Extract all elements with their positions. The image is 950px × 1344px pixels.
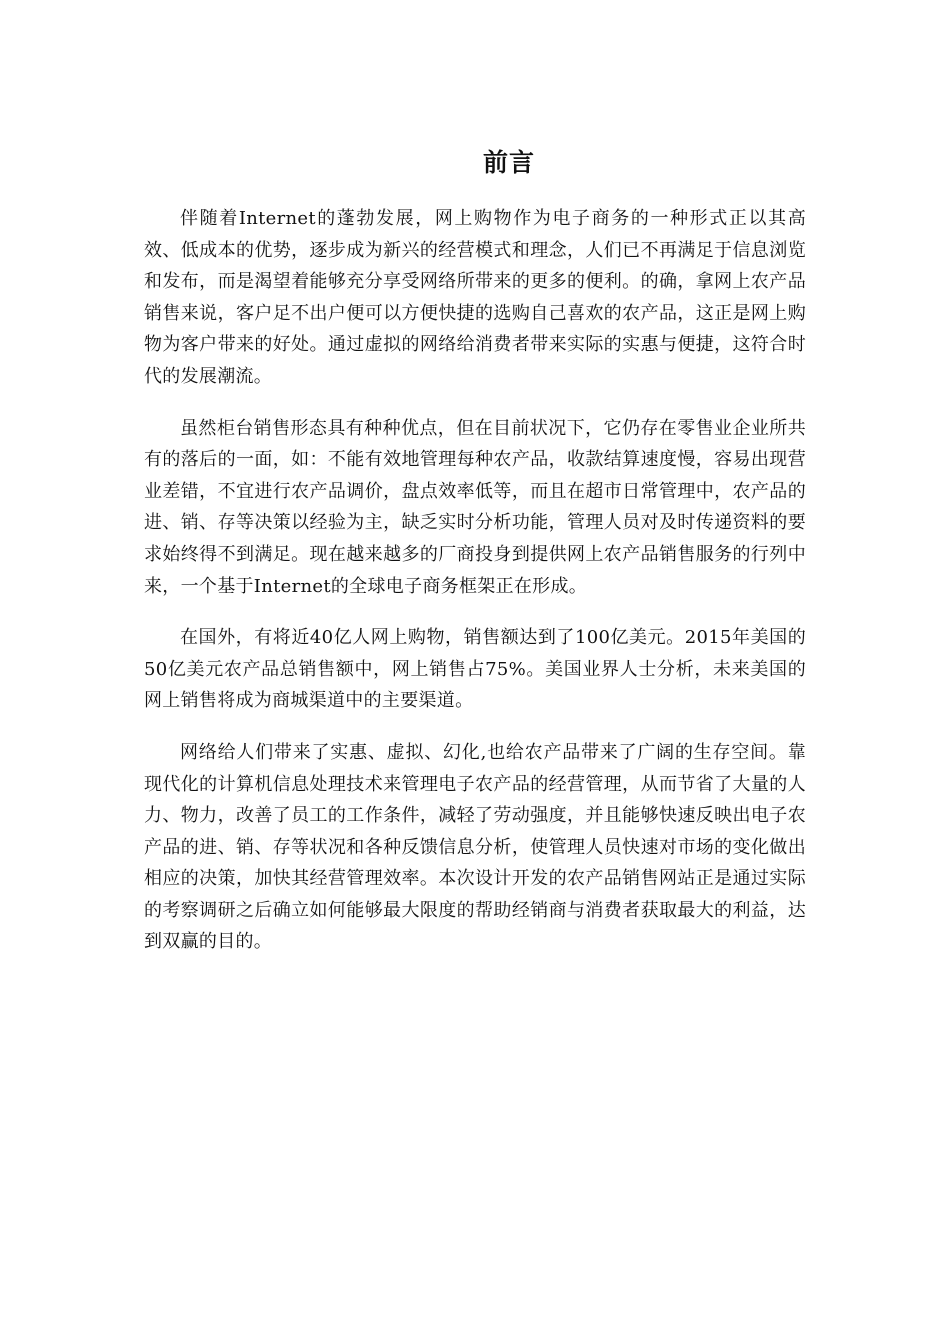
paragraph-2: 虽然柜台销售形态具有种种优点，但在目前状况下，它仍存在零售业企业所共有的落后的一面，如：不能有效地管理每种农产品，收款结算速度慢，容易出现营业差错，不宜进行农产品调价，盘点效率低等，而且在超市日常管理中，农产品的进、销、存等决策以经验为主，缺乏实时分析功能，管理人员对及时传递资料的要求始终得不到满足。现在越来越多的厂商投身到提供网上农产品销售服务的行列中来，一个基于Internet的全球电子商务框架正在形成。 <box>144 417 806 597</box>
paragraph-4: 网络给人们带来了实惠、虚拟、幻化,也给农产品带来了广阔的生存空间。靠现代化的计算机信息处理技术来管理电子农产品的经营管理，从而节省了大量的人力、物力，改善了员工的工作条件，减轻了劳动强度，并且能够快速反映出电子农产品的进、销、存等状况和各种反馈信息分析，使管理人员快速对市场的变化做出相应的决策，加快其经营管理效率。本次设计开发的农产品销售网站正是通过实际的考察调研之后确立如何能够最大限度的帮助经销商与消费者获取最大的利益，达到双赢的目的。 <box>144 741 806 953</box>
body-text <box>144 203 806 978</box>
paragraph-3: 在国外，有将近40亿人网上购物，销售额达到了100亿美元。2015年美国的50亿美元农产品总销售额中，网上销售占75%。美国业界人士分析，未来美国的网上销售将成为商城渠道中的主要渠道。 <box>144 627 806 712</box>
page-title: 前言 <box>482 148 535 177</box>
paragraph-1: 伴随着Internet的蓬勃发展，网上购物作为电子商务的一种形式正以其高效、低成本的优势，逐步成为新兴的经营模式和理念，人们已不再满足于信息浏览和发布，而是渴望着能够充分享受网络所带来的更多的便利。的确，拿网上农产品销售来说，客户足不出户便可以方便快捷的选购自己喜欢的农产品，这正是网上购物为客户带来的好处。通过虚拟的网络给消费者带来实际的实惠与便捷，这符合时代的发展潮流。 <box>144 208 806 387</box>
